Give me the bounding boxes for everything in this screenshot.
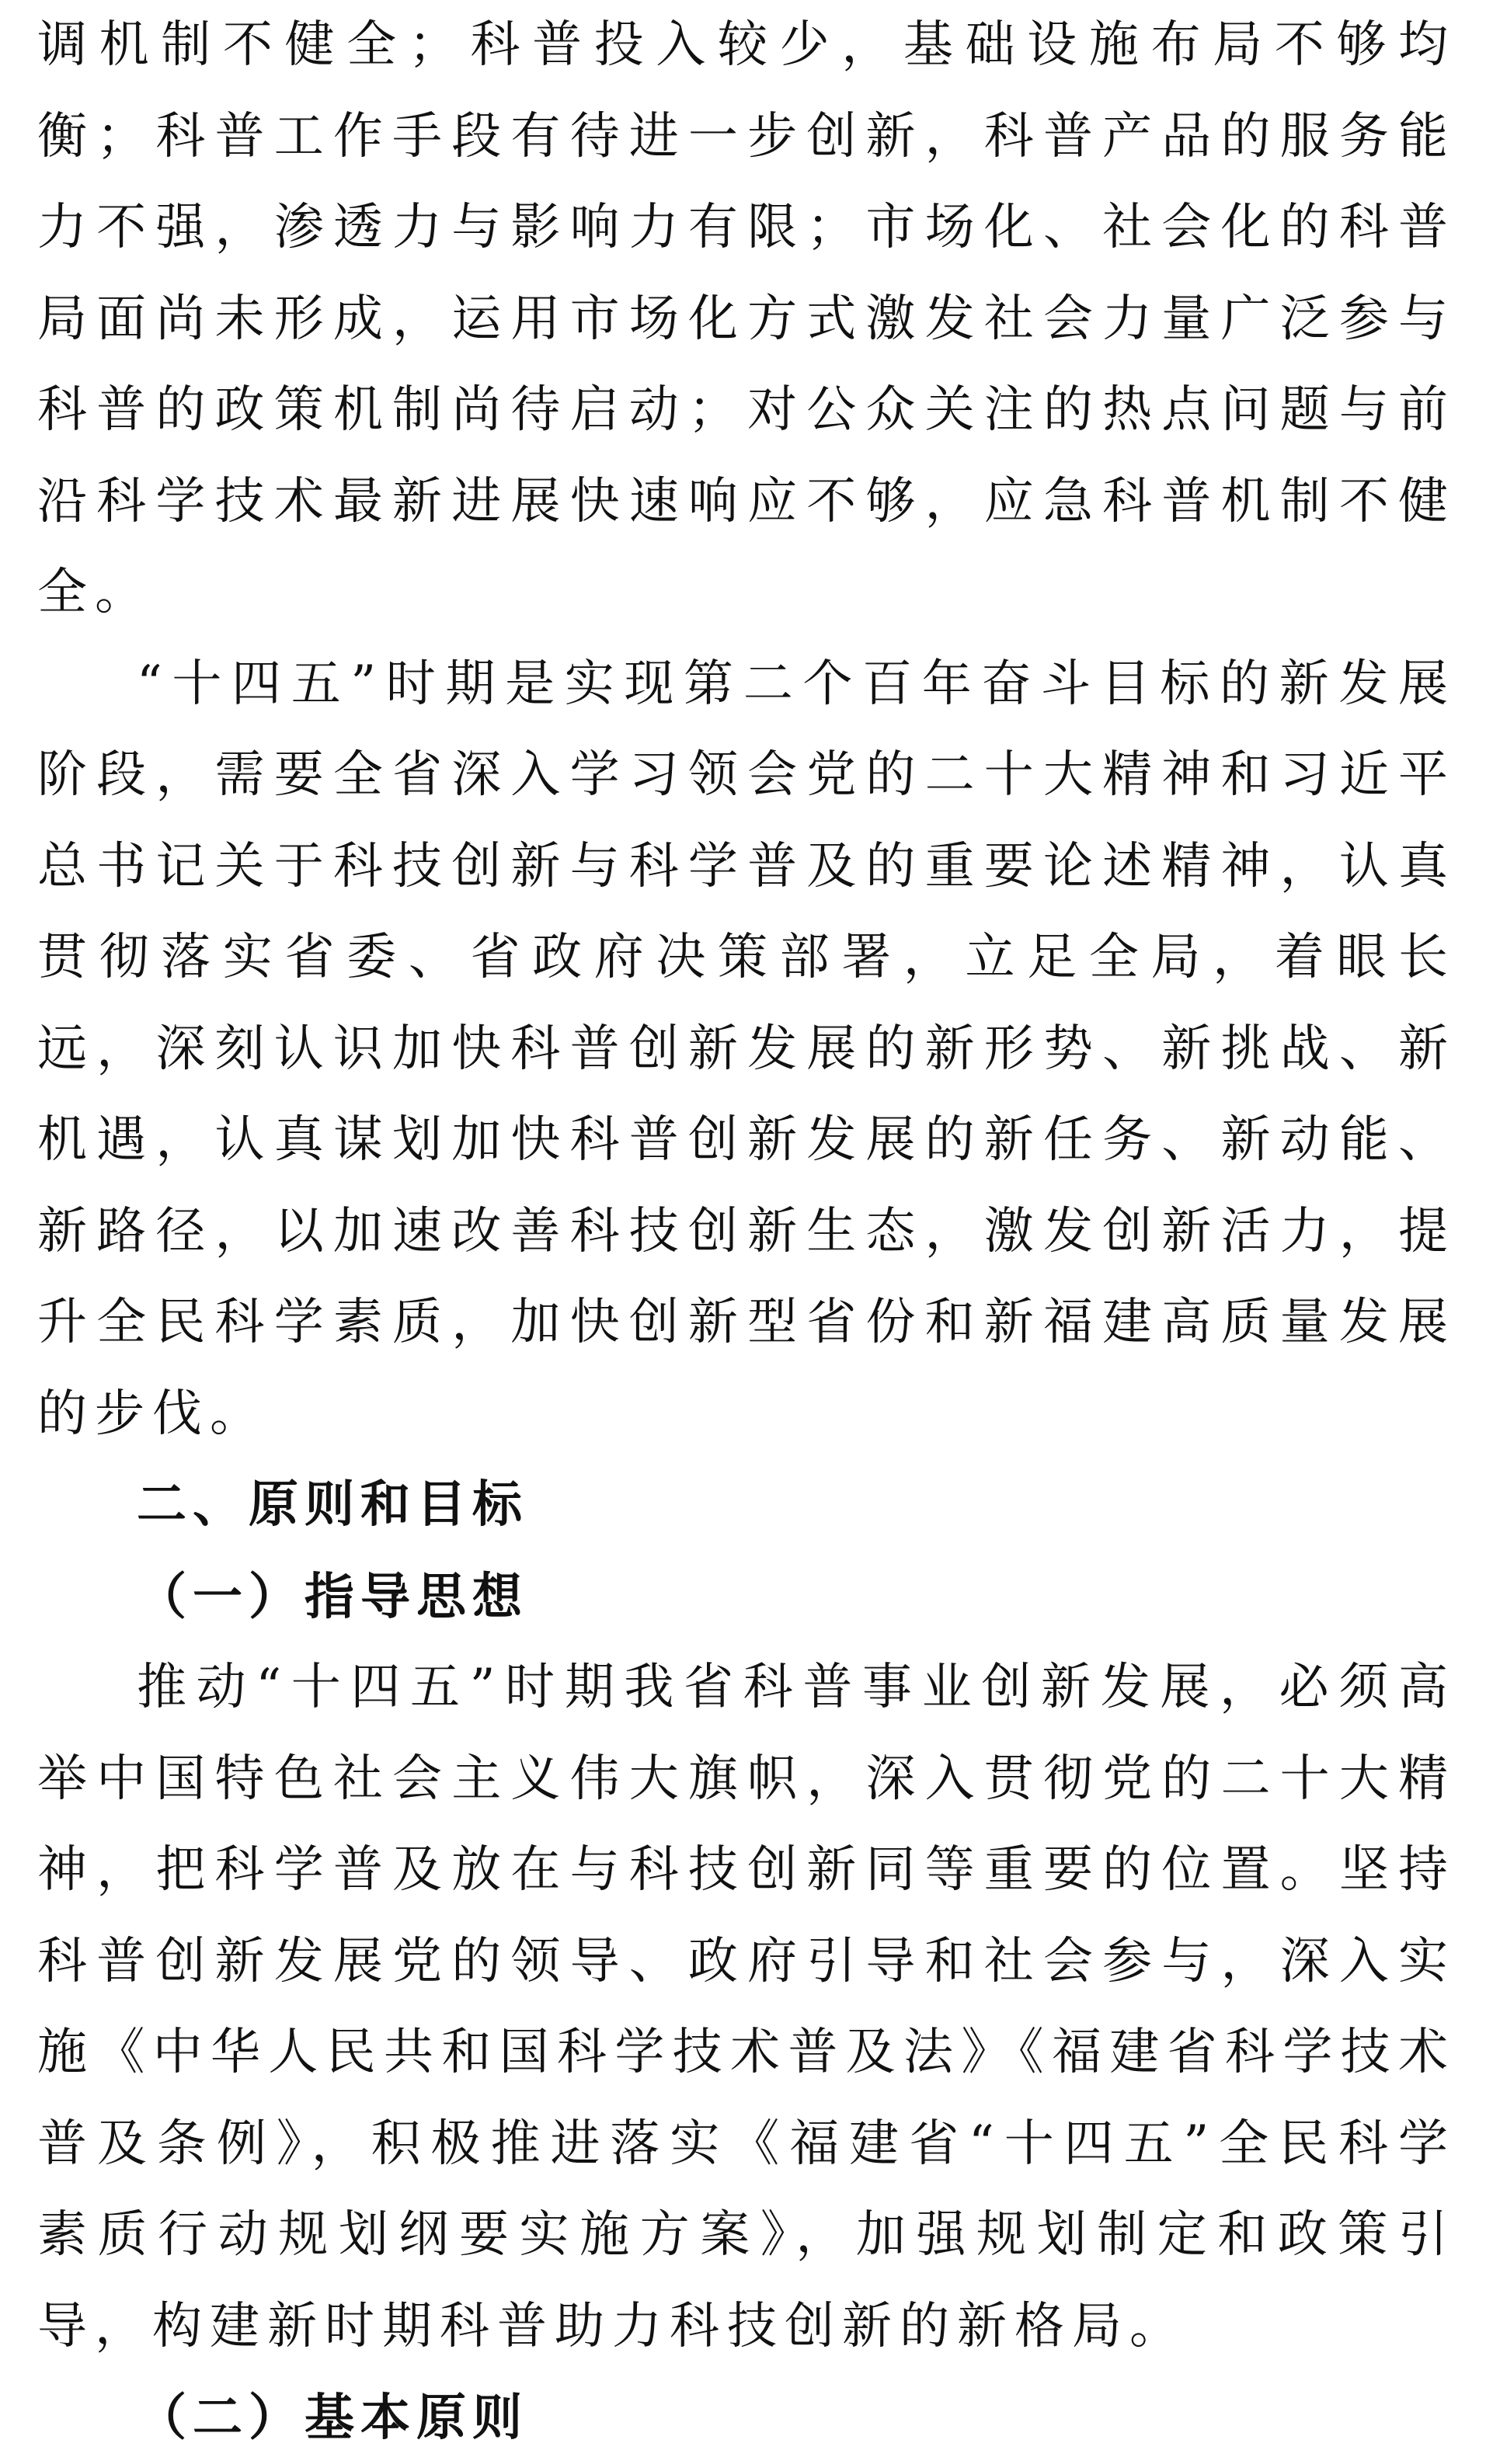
section-heading-principles-goals: 二、原则和目标: [137, 1476, 528, 1534]
document-page: [37, 0, 1456, 2464]
subsection-heading-basic-principles: （二）基本原则: [137, 2389, 528, 2447]
subsection-heading-guiding-ideology: （一）指导思想: [137, 1567, 528, 1626]
paragraph-development-stage: “十四五”时期是实现第二个百年奋斗目标的新发展阶段，需要全省深入学习领会党的二十大精神和习近平总书记关于科技创新与科学普及的重要论述精神，认真贯彻落实省委、省政府决策部署，立足全局，着眼长远，深刻认识加快科普创新发展的新形势、新挑战、新机遇，认真谋划加快科普创新发展的新任务、新动能、新路径，以加速改善科技创新生态，激发创新活力，提升全民科学素质，加快创新型省份和新福建高质量发展的步伐。: [37, 655, 1456, 1443]
paragraph-continuation: 调机制不健全；科普投入较少，基础设施布局不够均衡；科普工作手段有待进一步创新，科普产品的服务能力不强，渗透力与影响力有限；市场化、社会化的科普局面尚未形成，运用市场化方式激发社会力量广泛参与科普的政策机制尚待启动；对公众关注的热点问题与前沿科学技术最新进展快速响应不够，应急科普机制不健全。: [37, 16, 1456, 621]
paragraph-guiding-ideology: 推动“十四五”时期我省科普事业创新发展，必须高举中国特色社会主义伟大旗帜，深入贯彻党的二十大精神，把科学普及放在与科技创新同等重要的位置。坚持科普创新发展党的领导、政府引导和社会参与，深入实施《中华人民共和国科学技术普及法》《福建省科学技术普及条例》，积极推进落实《福建省“十四五”全民科学素质行动规划纲要实施方案》，加强规划制定和政策引导，构建新时期科普助力科技创新的新格局。: [37, 1659, 1456, 2355]
